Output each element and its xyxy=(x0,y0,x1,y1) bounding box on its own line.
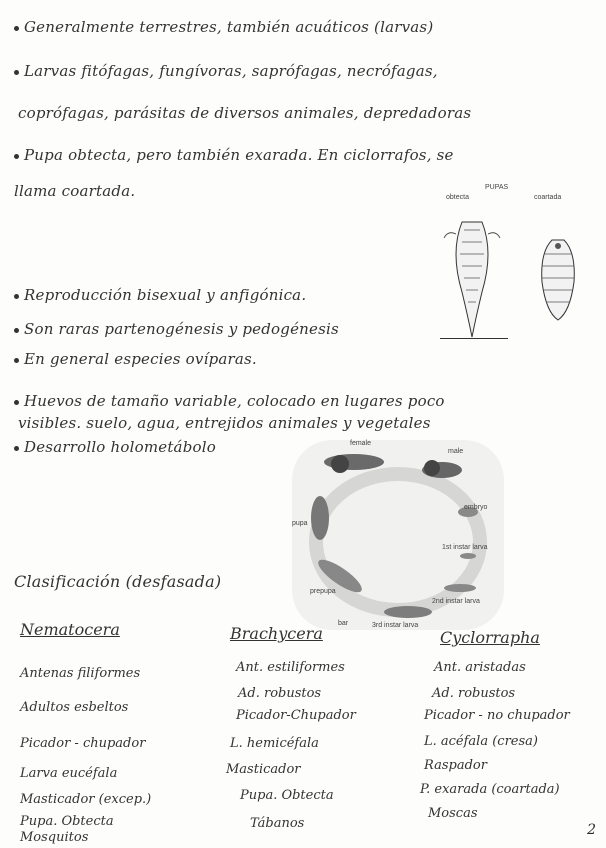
note-line-4: Pupa obtecta, pero también exarada. En ciclorrafos, se xyxy=(14,146,454,164)
list-item: Masticador (excep.) xyxy=(20,792,152,807)
list-item: Antenas filiformes xyxy=(20,666,141,681)
bullet-icon xyxy=(14,328,19,333)
list-item: Picador - no chupador xyxy=(424,708,570,723)
cycle-label-female: female xyxy=(350,440,372,447)
life-cycle-figure xyxy=(292,440,504,630)
bullet-icon xyxy=(14,70,19,75)
note-line-10: visibles. suelo, agua, entrejidos animales y vegetales xyxy=(18,414,431,432)
list-item: Pupa. Obtecta xyxy=(20,814,114,829)
list-item: L. acéfala (cresa) xyxy=(424,734,538,749)
list-item: Ad. robustos xyxy=(238,686,322,701)
list-item: Raspador xyxy=(424,758,487,773)
bullet-icon xyxy=(14,294,19,299)
note-line-11: Desarrollo holometábolo xyxy=(14,438,216,456)
bullet-icon xyxy=(14,400,19,405)
bullet-icon xyxy=(14,358,19,363)
note-line-1: Generalmente terrestres, también acuáticos (larvas) xyxy=(14,18,433,36)
pupa-figure xyxy=(440,182,590,342)
cycle-label-bar: bar xyxy=(338,620,349,627)
pupa-illustration xyxy=(440,182,590,342)
list-item: Larva eucéfala xyxy=(20,766,118,781)
list-item: Ant. estiliformes xyxy=(236,660,345,675)
bullet-icon xyxy=(14,446,19,451)
note-line-6: Reproducción bisexual y anfigónica. xyxy=(14,286,306,304)
column-title-nematocera: Nematocera xyxy=(20,620,120,639)
cycle-label-prepupa: prepupa xyxy=(310,588,336,595)
note-line-2: Larvas fitófagas, fungívoras, saprófagas, necrófagas, xyxy=(14,62,438,80)
column-title-cyclorrapha: Cyclorrapha xyxy=(440,628,540,647)
page-number: 2 xyxy=(587,822,596,838)
list-item: Picador - chupador xyxy=(20,736,146,751)
list-item: Pupa. Obtecta xyxy=(240,788,334,803)
pupa-figure-title: PUPAS xyxy=(485,184,509,191)
bullet-icon xyxy=(14,26,19,31)
cycle-label-male: male xyxy=(448,448,464,455)
cycle-label-third-instar: 3rd instar larva xyxy=(372,622,419,629)
note-line-7: Son raras partenogénesis y pedogénesis xyxy=(14,320,339,338)
pupa-label-obtecta: obtecta xyxy=(446,194,469,201)
list-item: Mosquitos xyxy=(20,830,89,845)
cycle-label-pupa: pupa xyxy=(292,520,308,527)
note-line-8: En general especies ovíparas. xyxy=(14,350,257,368)
list-item: Masticador xyxy=(226,762,301,777)
pupa-label-coartada: coartada xyxy=(534,194,562,201)
list-item: Tábanos xyxy=(250,816,305,831)
list-item: Adultos esbeltos xyxy=(20,700,129,715)
note-line-5: llama coartada. xyxy=(14,182,136,200)
list-item: Moscas xyxy=(428,806,478,821)
cycle-label-second-instar: 2nd instar larva xyxy=(432,598,480,605)
cycle-label-embryo: embryo xyxy=(464,504,488,511)
list-item: L. hemicéfala xyxy=(230,736,319,751)
cycle-label-first-instar: 1st instar larva xyxy=(442,544,488,551)
bullet-icon xyxy=(14,154,19,159)
list-item: Picador-Chupador xyxy=(236,708,356,723)
note-line-3: coprófagas, parásitas de diversos animales, depredadoras xyxy=(18,104,472,122)
list-item: P. exarada (coartada) xyxy=(420,782,560,797)
column-title-brachycera: Brachycera xyxy=(230,624,323,643)
list-item: Ant. aristadas xyxy=(434,660,526,675)
classification-heading: Clasificación (desfasada) xyxy=(14,572,222,591)
list-item: Ad. robustos xyxy=(432,686,516,701)
note-line-9: Huevos de tamaño variable, colocado en lugares poco xyxy=(14,392,445,410)
